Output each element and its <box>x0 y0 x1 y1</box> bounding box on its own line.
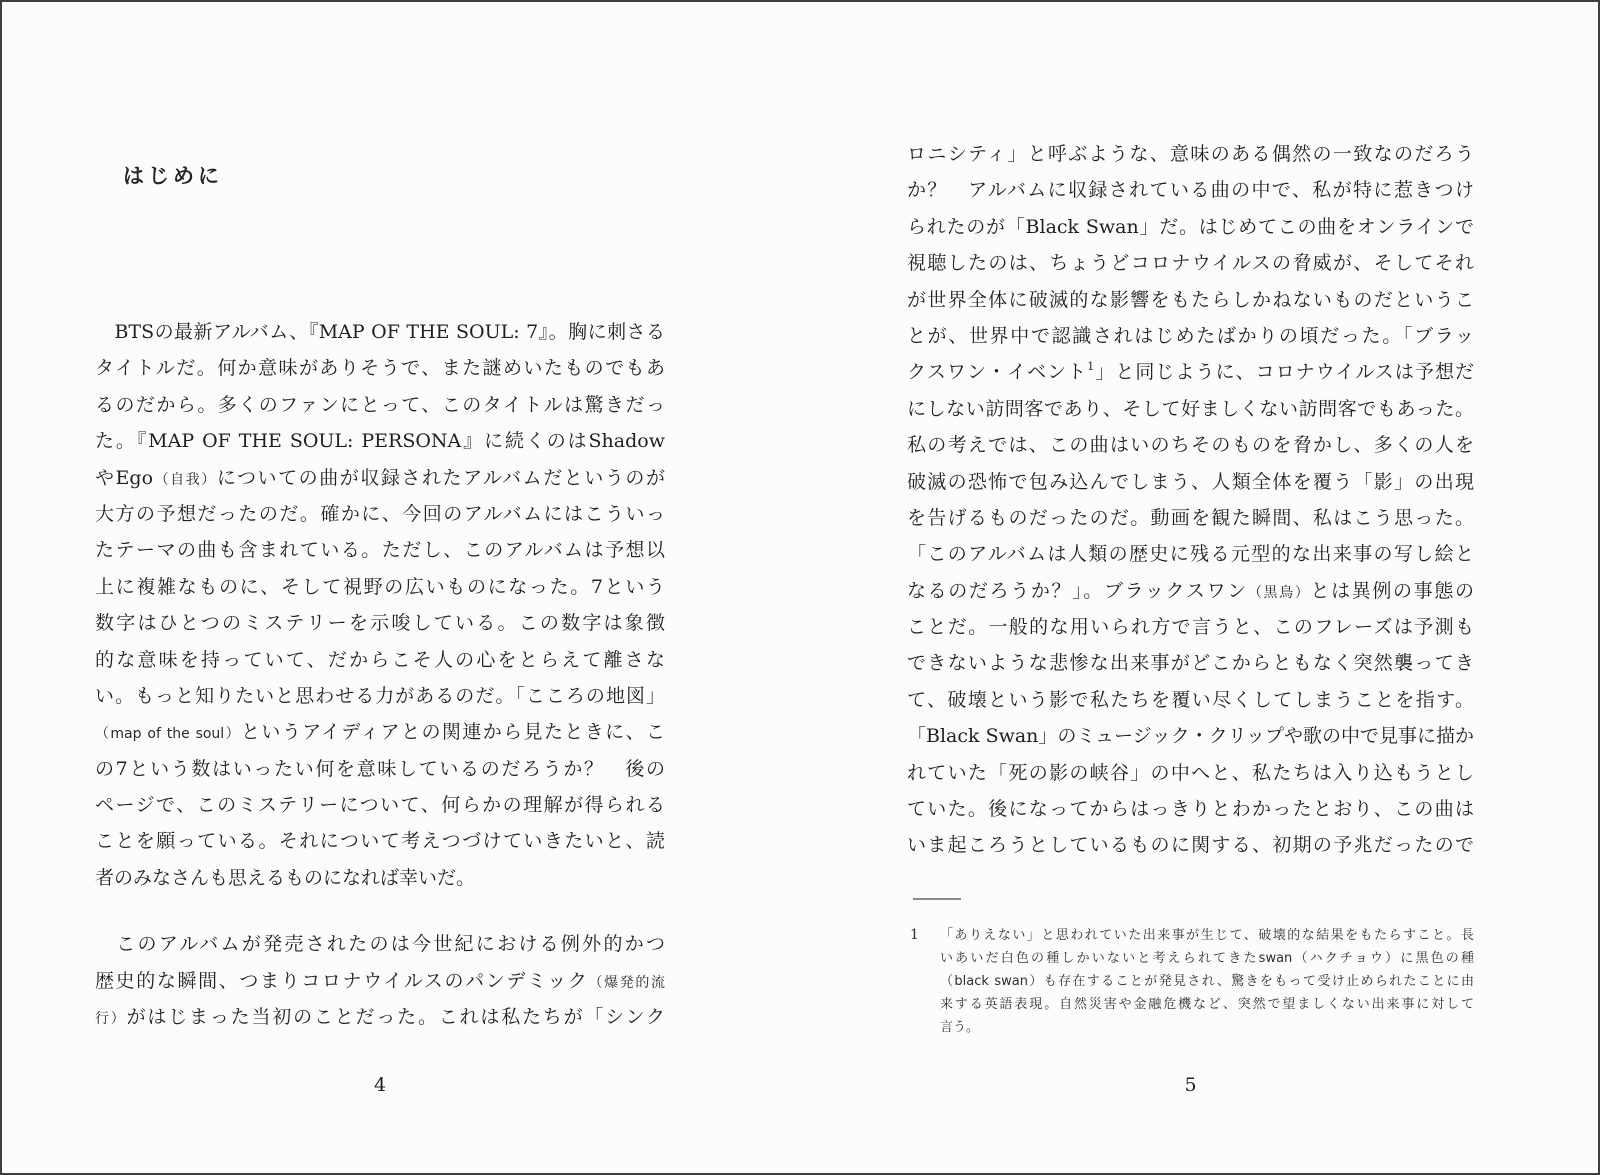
text-line <box>907 391 1474 427</box>
text-line <box>95 532 665 568</box>
text-segment: やEgo <box>95 466 154 489</box>
paragraph <box>907 136 1474 864</box>
text-segment: の7という数はいったい何を意味しているのだろうか？ 後の <box>95 757 665 780</box>
text-line <box>907 682 1474 718</box>
text-segment: とは異例の事態の <box>1310 579 1474 602</box>
body-text-right <box>907 136 1474 864</box>
page-left <box>2 2 802 1173</box>
text-segment: とが、世界中で認識されはじめたばかりの頃だった。「ブラッ <box>907 324 1474 347</box>
text-segment: なるのだろうか？」。ブラックスワン <box>907 579 1248 602</box>
text-line <box>940 1016 1474 1039</box>
text-line <box>95 860 665 896</box>
text-segment: というアイディアとの関連から見たときに、こ <box>241 721 665 744</box>
text-line <box>95 314 665 350</box>
text-line <box>940 924 1474 947</box>
body-text-left <box>95 314 665 1035</box>
text-segment: できないような悲惨な出来事がどこからともなく突然襲ってき <box>907 652 1474 675</box>
footnote-number: 1 <box>910 927 919 943</box>
text-segment: 私の考えでは、この曲はいのちそのものを脅かし、多くの人を <box>907 434 1474 457</box>
text-segment: （map of the soul） <box>95 726 242 743</box>
text-segment: い。もっと知りたいと思わせる力があるのだ。「こころの地図」 <box>95 684 665 707</box>
paragraph <box>95 314 665 896</box>
text-line <box>907 573 1474 609</box>
text-line <box>95 999 665 1035</box>
text-line <box>940 947 1474 970</box>
text-line <box>907 645 1474 681</box>
text-segment: 数字はひとつのミステリーを示唆している。この数字は象徴 <box>95 612 665 635</box>
text-segment: られたのが「Black Swan」だ。はじめてこの曲をオンラインで <box>907 215 1474 238</box>
text-line <box>95 460 665 496</box>
text-segment: 破滅の恐怖で包み込んでしまう、人類全体を覆う「影」の出現 <box>907 470 1474 493</box>
paragraph <box>95 926 665 1035</box>
text-segment: ロニシティ」と呼ぶような、意味のある偶然の一致なのだろう <box>907 143 1474 165</box>
text-line <box>95 714 665 750</box>
text-line <box>95 787 665 823</box>
text-line <box>95 496 665 532</box>
footnote-row <box>907 924 1474 1039</box>
text-line <box>907 318 1474 354</box>
text-segment: た。『MAP OF THE SOUL: PERSONA』に続くのはShadow <box>95 430 665 453</box>
text-segment: タイトルだ。何か意味がありそうで、また謎めいたものでもあ <box>95 357 665 380</box>
text-line <box>907 609 1474 645</box>
text-segment: 者のみなさんも思えるものになれば幸いだ。 <box>95 866 476 889</box>
text-line <box>907 136 1474 172</box>
text-segment: るのだから。多くのファンにとって、このタイトルは驚きだっ <box>95 393 665 416</box>
text-segment: いま起ころうとしているものに関する、初期の予兆だったので <box>907 834 1474 857</box>
text-line <box>907 354 1474 390</box>
page-number-right: 5 <box>1184 1074 1197 1096</box>
text-line <box>95 678 665 714</box>
text-line <box>907 427 1474 463</box>
text-line <box>95 569 665 605</box>
text-line <box>95 963 665 999</box>
footnote-text <box>940 924 1474 1039</box>
text-line <box>907 791 1474 827</box>
text-segment: か？ アルバムに収録されている曲の中で、私が特に惹きつけ <box>907 179 1474 202</box>
text-line <box>940 970 1474 993</box>
footnote-reference: 1 <box>1087 360 1095 374</box>
text-segment: クスワン・イベント <box>907 361 1088 384</box>
text-segment: 行） <box>95 1011 127 1028</box>
text-segment: ことを願っている。それについて考えつづけていきたいと、読 <box>95 830 665 853</box>
text-line <box>95 823 665 859</box>
text-line <box>907 718 1474 754</box>
page-number-left: 4 <box>373 1074 387 1096</box>
text-line <box>95 350 665 386</box>
text-line <box>95 387 665 423</box>
text-line <box>940 993 1474 1016</box>
section-heading: はじめに <box>123 164 223 188</box>
text-segment: （黒鳥） <box>1247 584 1311 601</box>
text-line <box>95 423 665 459</box>
text-segment: れていた「死の影の峡谷」の中へと、私たちは入り込もうとし <box>907 761 1474 784</box>
text-segment: （爆発的流 <box>588 974 665 991</box>
text-segment: 「ありえない」と思われていた出来事が生じて、破壊的な結果をもたらすこと。長 <box>940 928 1474 943</box>
text-line <box>907 500 1474 536</box>
text-segment: BTSの最新アルバム、『MAP OF THE SOUL: 7』。胸に刺さる <box>95 321 665 343</box>
text-segment: 言う。 <box>940 1020 980 1035</box>
text-line <box>907 209 1474 245</box>
text-line <box>95 605 665 641</box>
text-line <box>907 536 1474 572</box>
text-segment: 視聴したのは、ちょうどコロナウイルスの脅威が、そしてそれ <box>907 252 1474 275</box>
text-segment: ことだ。一般的な用いられ方で言うと、このフレーズは予測も <box>907 616 1474 639</box>
text-segment: 大方の予想だったのだ。確かに、今回のアルバムにはこういっ <box>95 502 665 525</box>
text-segment: （自我） <box>153 471 217 488</box>
text-line <box>907 755 1474 791</box>
text-segment: を告げるものだったのだ。動画を観た瞬間、私はこう思った。 <box>907 506 1474 529</box>
text-segment: ページで、このミステリーについて、何らかの理解が得られる <box>95 794 665 817</box>
text-segment: 歴史的な瞬間、つまりコロナウイルスのパンデミック <box>95 969 589 992</box>
text-line <box>907 827 1474 863</box>
footnote-divider <box>913 898 961 900</box>
footnote <box>907 898 1474 1039</box>
text-line <box>95 751 665 787</box>
text-segment: 的な意味を持っていて、だからこそ人の心をとらえて離さな <box>95 648 665 671</box>
text-segment: 来する英語表現。自然災害や金融危機など、突然で望ましくない出来事に対して <box>940 997 1474 1012</box>
text-segment: 上に複雑なものに、そして視野の広いものになった。7という <box>95 575 665 598</box>
text-segment: 」と同じように、コロナウイルスは予想だ <box>1094 361 1474 384</box>
text-segment: 「このアルバムは人類の歴史に残る元型的な出来事の写し絵と <box>907 543 1474 566</box>
page-right <box>802 2 1600 1173</box>
text-line <box>907 464 1474 500</box>
text-line <box>907 245 1474 281</box>
text-segment: についての曲が収録されたアルバムだというのが <box>216 466 665 489</box>
text-segment: が世界全体に破滅的な影響をもたらしかねないものだというこ <box>907 288 1474 311</box>
text-segment: いあいだ白色の種しかいないと考えられてきたswan（ハクチョウ）に黒色の種 <box>940 951 1474 966</box>
text-segment: このアルバムが発売されたのは今世紀における例外的かつ <box>95 933 665 956</box>
text-line <box>907 172 1474 208</box>
text-segment: がはじまった当初のことだった。これは私たちが「シンク <box>126 1006 665 1029</box>
text-line <box>95 642 665 678</box>
text-segment: たテーマの曲も含まれている。ただし、このアルバムは予想以 <box>95 539 665 562</box>
text-segment: （black swan）も存在することが発見され、驚きをもって受け止められたことに由 <box>940 974 1474 989</box>
text-segment: ていた。後になってからはっきりとわかったとおり、この曲は <box>907 798 1474 821</box>
text-segment: にしない訪問客であり、そして好ましくない訪問客でもあった。 <box>907 397 1474 420</box>
text-line <box>907 282 1474 318</box>
text-segment: て、破壊という影で私たちを覆い尽くしてしまうことを指す。 <box>907 688 1474 711</box>
text-segment: 「Black Swan」のミュージック・クリップや歌の中で見事に描か <box>907 725 1474 748</box>
text-line <box>95 926 665 962</box>
